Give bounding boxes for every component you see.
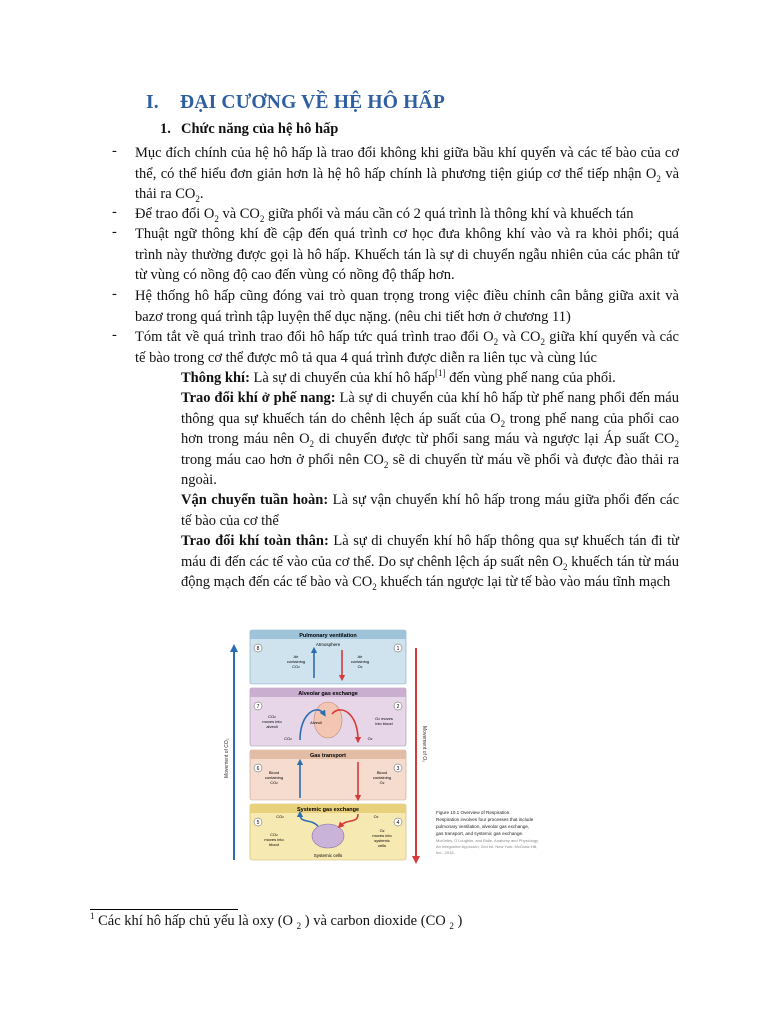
panel-pulmonary-ventilation: [250, 630, 406, 684]
svg-text:6: 6: [256, 766, 260, 772]
panel-systemic-exchange: [250, 804, 406, 860]
svg-text:CO2: CO2: [270, 780, 278, 785]
movement-o2-label: Movement of O₂: [421, 726, 427, 763]
svg-text:McKinley, O'Loughlin, and Bidl: McKinley, O'Loughlin, and Bidle, Anatomy and Physiology: [436, 838, 539, 843]
paragraph-ventilation-term: Thuật ngữ thông khí đề cập đến quá trình cơ học đưa không khí vào và ra khỏi phổi; quá trình này thường được gọi là hô hấp. Khuếch tán là sự di chuyển ngẫu nhiên của các phân tử từ vùng có nồng độ cao đến vùng có nồng độ thấp hơn.: [135, 226, 679, 283]
paragraph-purpose: Mục đích chính của hệ hô hấp là trao đổi không khi giữa bầu khí quyển và các tế bào của cơ thể, có thể hiểu đơn giản hơn là hệ hô hấp chính là phương tiện giúp cơ thể tiếp nhận $O_2$ và thải ra $CO_2$.: [135, 145, 680, 204]
svg-text:4: 4: [396, 820, 400, 826]
svg-text:Systemic cells: Systemic cells: [313, 853, 343, 858]
svg-text:5: 5: [256, 820, 260, 826]
svg-text:CO2: CO2: [270, 832, 278, 837]
bullet-systemic-exchange: Trao đổi khí toàn thân: Là sự di chuyển khí hô hấp thông qua sự khuếch tán đi từ máu đi đến các tế vào của cơ thể. Do sự chênh lệch áp suất nên $O_2$ khuếch tán từ máu động mạch đến các tế bào và $CO_2$ khuếch tán ngược lại từ tế bào vào máu tĩnh mạch: [181, 533, 679, 592]
svg-text:Blood: Blood: [376, 770, 388, 775]
svg-text:alveoli: alveoli: [266, 724, 278, 729]
svg-text:into blood: into blood: [375, 721, 393, 726]
svg-text:O2: O2: [373, 814, 379, 819]
svg-text:O2 moves: O2 moves: [375, 716, 393, 721]
svg-text:Air: Air: [357, 654, 363, 659]
svg-text:containing: containing: [372, 775, 392, 780]
dash-marker: -: [112, 143, 117, 159]
svg-text:pulmonary ventilation, alveola: pulmonary ventilation, alveolar gas exchange,: [436, 824, 530, 829]
section-heading: I. ĐẠI CƯƠNG VỀ HỆ HÔ HẤP: [146, 92, 445, 113]
bullet-transport: Vận chuyển tuần hoàn: Là sự vận chuyển khí hô hấp trong máu giữa phổi đến các tế bào của cơ thể: [181, 492, 679, 529]
bullet-ventilation: Thông khí: Là sự di chuyển của khí hô hấp[1] đến vùng phế nang của phổi.: [181, 368, 616, 386]
dash-marker: -: [112, 224, 117, 240]
panel-alveolar-exchange: [250, 688, 406, 746]
svg-text:Figure 10.1 Overview of Resp: Figure 10.1 Overview of Respiration.: [436, 810, 511, 815]
svg-text:CO2: CO2: [276, 814, 284, 819]
svg-text:Air: Air: [293, 654, 299, 659]
svg-text:CO2: CO2: [292, 664, 300, 669]
svg-text:moves into: moves into: [262, 719, 282, 724]
dash-marker: -: [112, 286, 117, 302]
svg-text:7: 7: [256, 704, 260, 710]
svg-text:1: 1: [396, 646, 400, 652]
svg-text:O2: O2: [367, 736, 373, 741]
svg-text:Pulmonary ventilation: Pulmonary ventilation: [299, 633, 357, 639]
dash-marker: -: [112, 204, 117, 220]
svg-text:Inc., 2016.: Inc., 2016.: [436, 850, 455, 855]
svg-text:containing: containing: [264, 775, 284, 780]
subsection-heading: 1. Chức năng của hệ hô hấp: [160, 121, 339, 137]
svg-text:cells: cells: [377, 843, 387, 848]
svg-text:blood: blood: [269, 842, 279, 847]
panel-gas-transport: [250, 750, 406, 800]
paragraph-summary: Tóm tắt về quá trình trao đổi hô hấp tức quá trình trao đổi $O_2$ và $CO_2$ giữa khí quyển và các tế bào trong cơ thể được mô tả qua 4 quá trình được diễn ra liên tục và cùng lúc: [135, 329, 679, 366]
svg-text:O2: O2: [357, 664, 363, 669]
svg-text:systemic: systemic: [374, 838, 390, 843]
figure-caption: [436, 810, 538, 855]
svg-text:3: 3: [396, 766, 400, 772]
svg-text:An Integrative Approach, 2nd e: An Integrative Approach, 2nd ed. New York: McGraw-Hill,: [436, 844, 538, 849]
paragraph-exchange: Để trao đổi $O_2$ và $CO_2$ giữa phổi và máu cần có 2 quá trình là thông khí và khuếch tán: [135, 206, 634, 224]
footnote: $^1$ Các khí hô hấp chủ yếu là oxy (O $_2$ ) và carbon dioxide (CO $_2$ ): [90, 911, 463, 931]
svg-text:Alveoli: Alveoli: [310, 720, 322, 725]
bullet-alveolar-exchange: Trao đổi khí ở phế nang: Là sự di chuyển của khí hô hấp từ phế nang phổi đến máu thông qua sự khuếch tán do chênh lệch áp suất của $O_2$ trong phế nang của phổi cao hơn trong máu nên $O_2$ di chuyển được từ phổi sang máu và ngược lại Áp suất $CO_2$ trong máu cao hơn ở phổi nên $CO_2$ sẽ di chuyển từ máu về phổi và được đào thải ra ngoài.: [181, 390, 680, 488]
svg-text:gas transport, and systemic ga: gas transport, and systemic gas exchange.: [436, 831, 524, 836]
svg-text:containing: containing: [286, 659, 306, 664]
respiration-overview-figure: [220, 628, 600, 864]
svg-text:2: 2: [396, 704, 400, 710]
svg-text:moves into: moves into: [372, 833, 392, 838]
svg-text:O2: O2: [379, 780, 385, 785]
dash-marker: -: [112, 327, 117, 343]
systemic-cells-shape: [312, 824, 344, 848]
svg-text:Gas transport: Gas transport: [309, 753, 347, 759]
svg-text:Systemic gas exchange: Systemic gas exchange: [296, 807, 360, 813]
svg-text:CO2: CO2: [268, 714, 276, 719]
svg-text:moves into: moves into: [264, 837, 284, 842]
svg-text:Blood: Blood: [268, 770, 280, 775]
svg-text:8: 8: [256, 646, 260, 652]
svg-text:O2: O2: [379, 828, 385, 833]
svg-text:CO2: CO2: [284, 736, 292, 741]
movement-co2-label: Movement of CO₂: [224, 738, 230, 778]
svg-text:Alveolar gas exchange: Alveolar gas exchange: [298, 691, 358, 697]
footnote-separator: [90, 909, 238, 910]
svg-text:Respiration involves four proc: Respiration involves four processes that include: [436, 817, 534, 822]
paragraph-acid-base: Hệ thống hô hấp cũng đóng vai trò quan trọng trong việc điều chỉnh cân bằng giữa axit và bazơ trong quá trình tập luyện thể dục nặng. (nêu chi tiết hơn ở chương 11): [135, 288, 679, 325]
svg-text:Atmosphere: Atmosphere: [315, 642, 341, 647]
svg-text:containing: containing: [350, 659, 370, 664]
